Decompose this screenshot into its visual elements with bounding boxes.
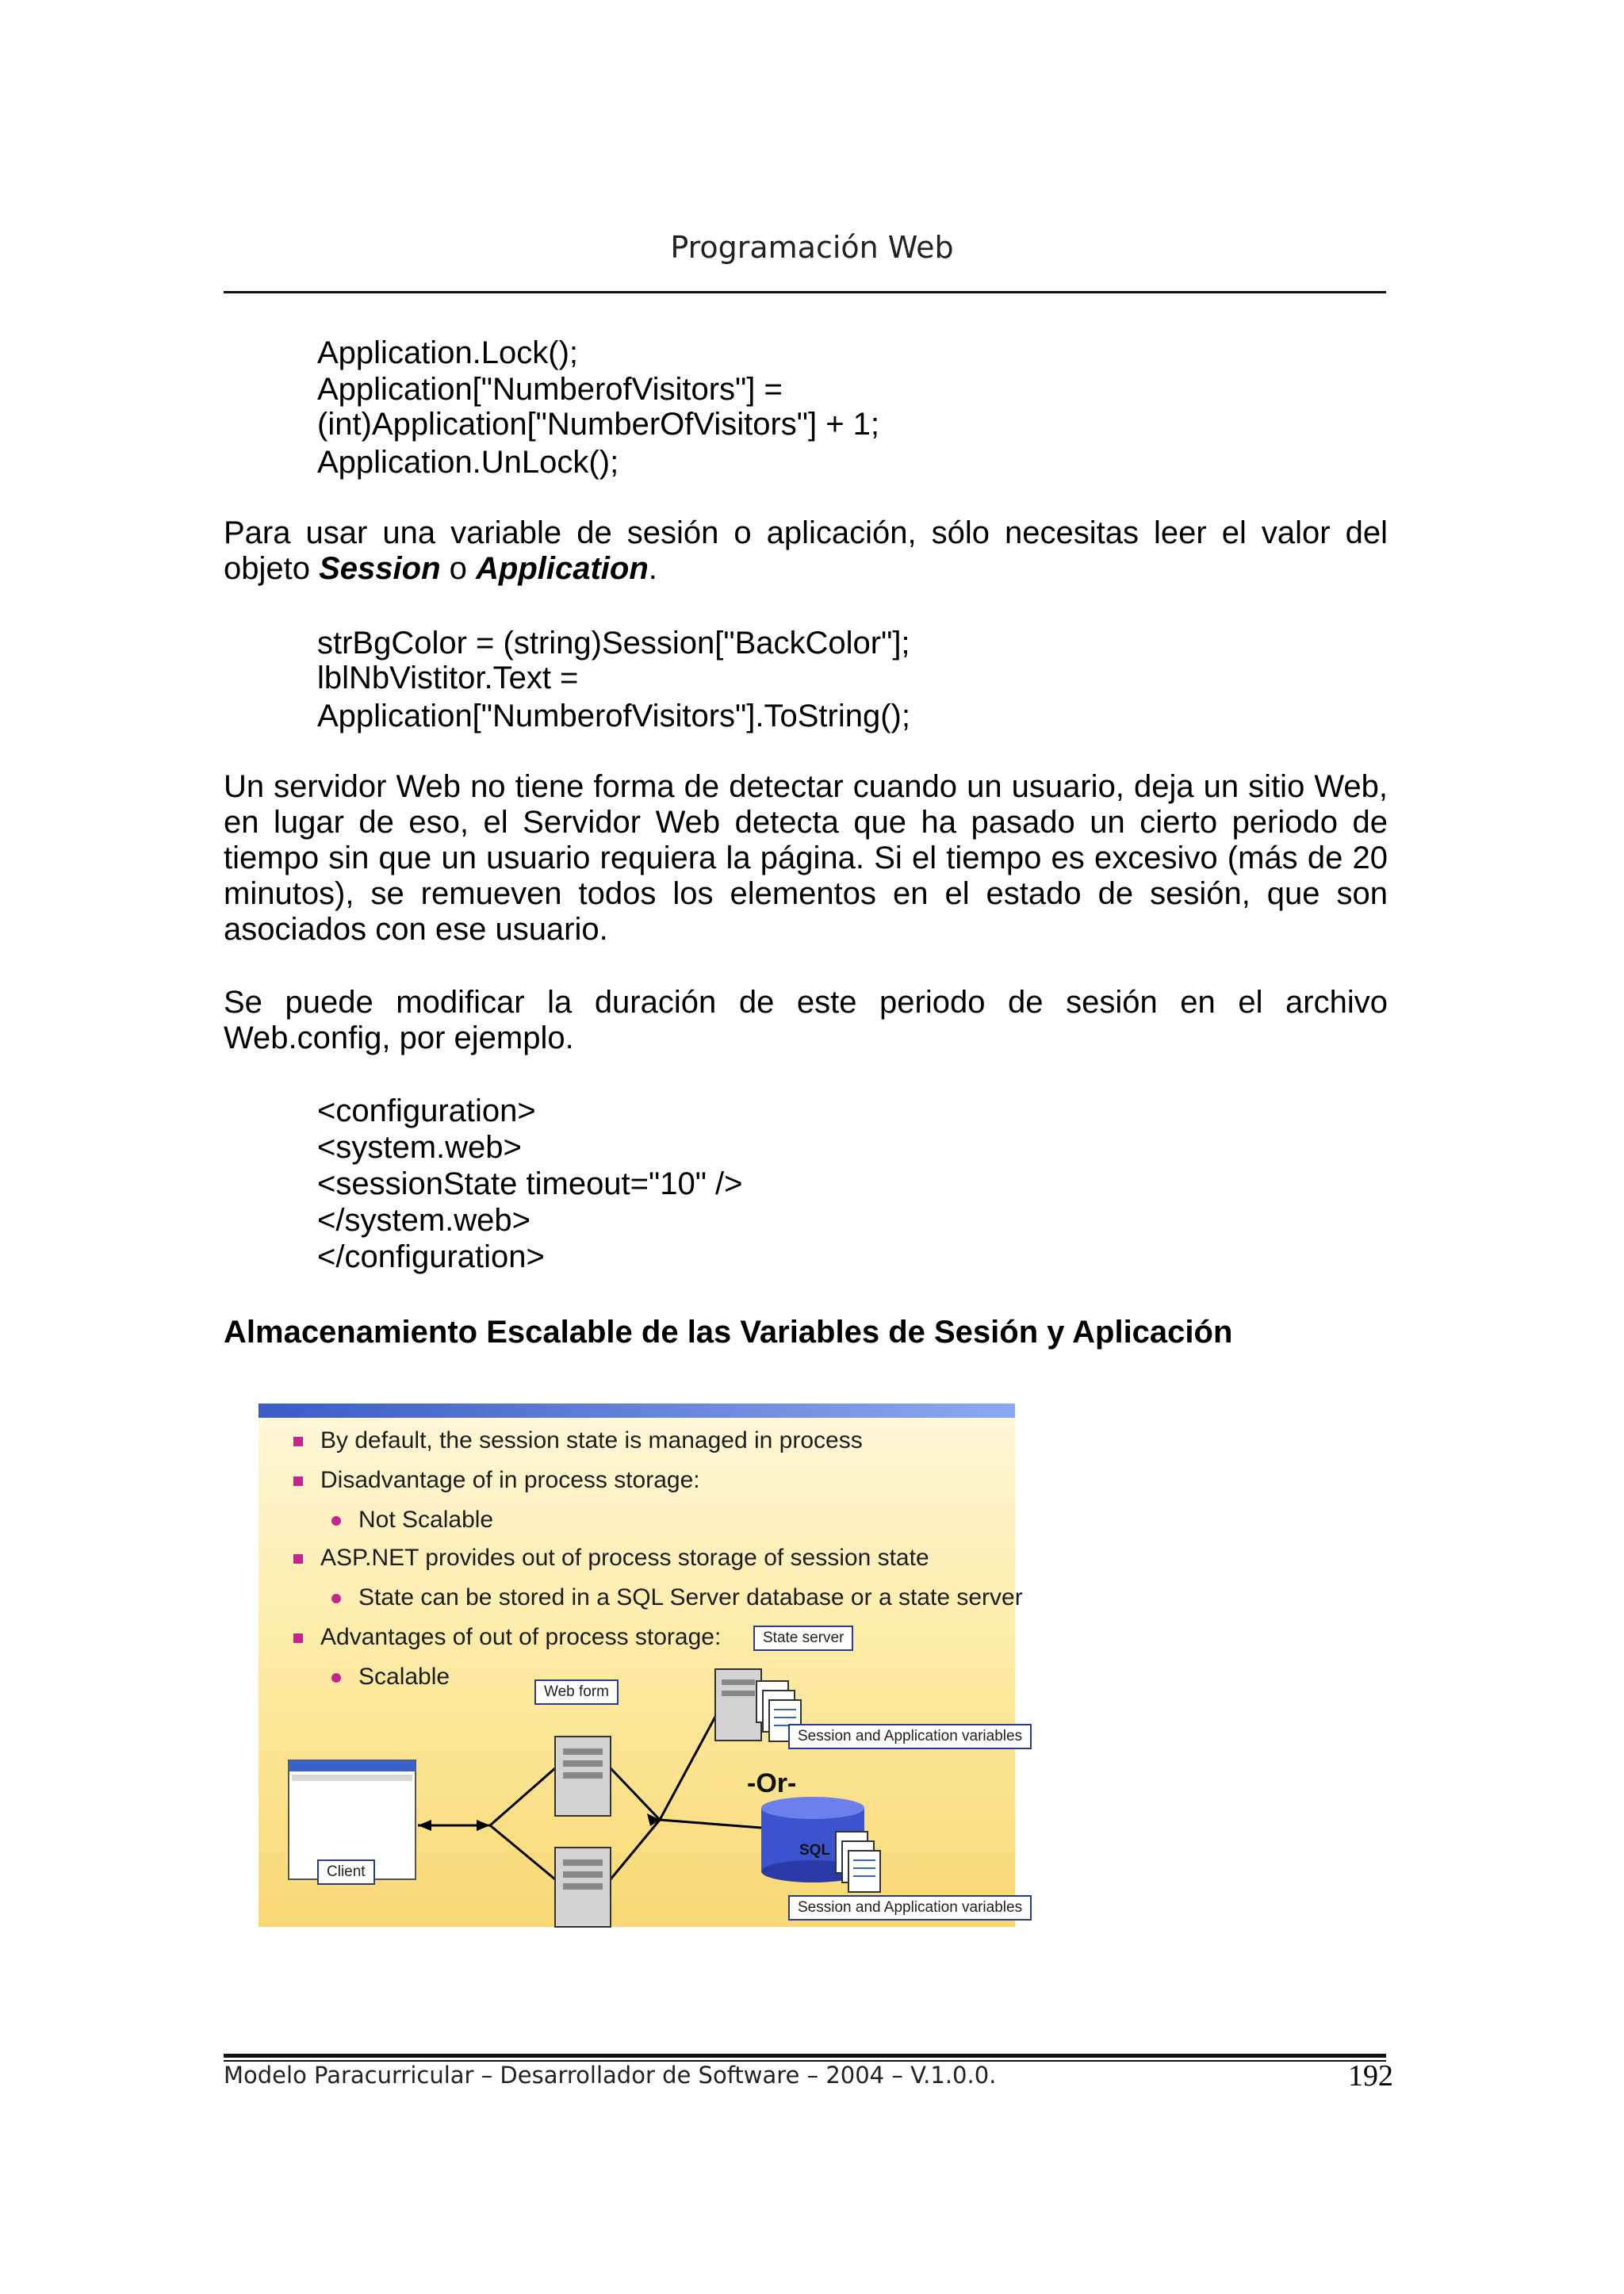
web-server-icon bbox=[555, 1848, 611, 1927]
code-line: (int)Application["NumberOfVisitors"] + 1; bbox=[317, 407, 880, 442]
code-line: Application.Lock(); bbox=[317, 335, 579, 370]
session-term: Session bbox=[319, 551, 441, 586]
bullet-item: Advantages of out of process storage: bbox=[293, 1624, 721, 1651]
bullet-item: ASP.NET provides out of process storage of session state bbox=[293, 1545, 929, 1572]
session-variables-label: Session and Application variables bbox=[788, 1724, 1032, 1749]
client-label: Client bbox=[317, 1859, 375, 1885]
web-form-label: Web form bbox=[534, 1679, 619, 1705]
page-header-title: Programación Web bbox=[670, 230, 954, 265]
connection-arrowheads bbox=[418, 1813, 660, 1831]
paragraph-connector: o bbox=[440, 551, 476, 586]
bullet-item: By default, the session state is managed in process bbox=[293, 1427, 863, 1454]
paragraph-read-values bbox=[224, 515, 1388, 587]
paragraph-web-config: Se puede modificar la duración de este periodo de sesión en el archivo Web.config, por ejemplo. bbox=[224, 985, 1388, 1055]
code-line: Application["NumberofVisitors"].ToString(); bbox=[317, 699, 910, 733]
paragraph-text: Para usar una variable de sesión o aplicación, sólo necesitas leer el valor del objeto bbox=[224, 515, 1388, 586]
code-line: </configuration> bbox=[317, 1239, 545, 1274]
application-term: Application bbox=[476, 551, 649, 586]
code-line: Application["NumberofVisitors"] = bbox=[317, 372, 783, 407]
code-line: Application.UnLock(); bbox=[317, 445, 619, 480]
page-number: 192 bbox=[1348, 2059, 1393, 2093]
sub-bullet-item: State can be stored in a SQL Server database or a state server bbox=[331, 1584, 1023, 1611]
sub-bullet-item: Not Scalable bbox=[331, 1507, 493, 1534]
state-server-icon bbox=[715, 1669, 761, 1741]
code-line: lblNbVistitor.Text = bbox=[317, 661, 579, 695]
footer-rule bbox=[224, 2054, 1386, 2058]
section-heading: Almacenamiento Escalable de las Variables de Sesión y Aplicación bbox=[224, 1315, 1233, 1350]
state-server-label: State server bbox=[753, 1626, 853, 1651]
web-server-icon bbox=[555, 1737, 611, 1816]
document-stack-icon bbox=[836, 1832, 880, 1892]
code-line: strBgColor = (string)Session["BackColor"]; bbox=[317, 626, 910, 661]
paragraph-session-timeout: Un servidor Web no tiene forma de detectar cuando un usuario, deja un sitio Web, en lugar de eso, el Servidor Web detecta que ha pasado un cierto periodo de tiempo sin que un usuario requiera la página. Si el tiempo es excesivo (más de 20 minutos), se remueven todos los elementos en el estado de sesión, que son asociados con ese usuario. bbox=[224, 769, 1388, 947]
or-label: -Or- bbox=[747, 1768, 797, 1798]
code-line: </system.web> bbox=[317, 1203, 531, 1238]
bullet-item: Disadvantage of in process storage: bbox=[293, 1467, 700, 1494]
sql-label: SQL bbox=[799, 1842, 831, 1859]
code-line: <system.web> bbox=[317, 1130, 522, 1165]
sub-bullet-item: Scalable bbox=[331, 1664, 450, 1691]
header-rule bbox=[224, 291, 1386, 293]
session-variables-label: Session and Application variables bbox=[788, 1895, 1032, 1921]
code-line: <sessionState timeout="10" /> bbox=[317, 1166, 743, 1201]
session-storage-figure bbox=[255, 1396, 1048, 1943]
footer-text: Modelo Paracurricular – Desarrollador de Software – 2004 – V.1.0.0. bbox=[224, 2062, 997, 2089]
paragraph-end: . bbox=[648, 551, 657, 586]
code-line: <configuration> bbox=[317, 1093, 536, 1128]
